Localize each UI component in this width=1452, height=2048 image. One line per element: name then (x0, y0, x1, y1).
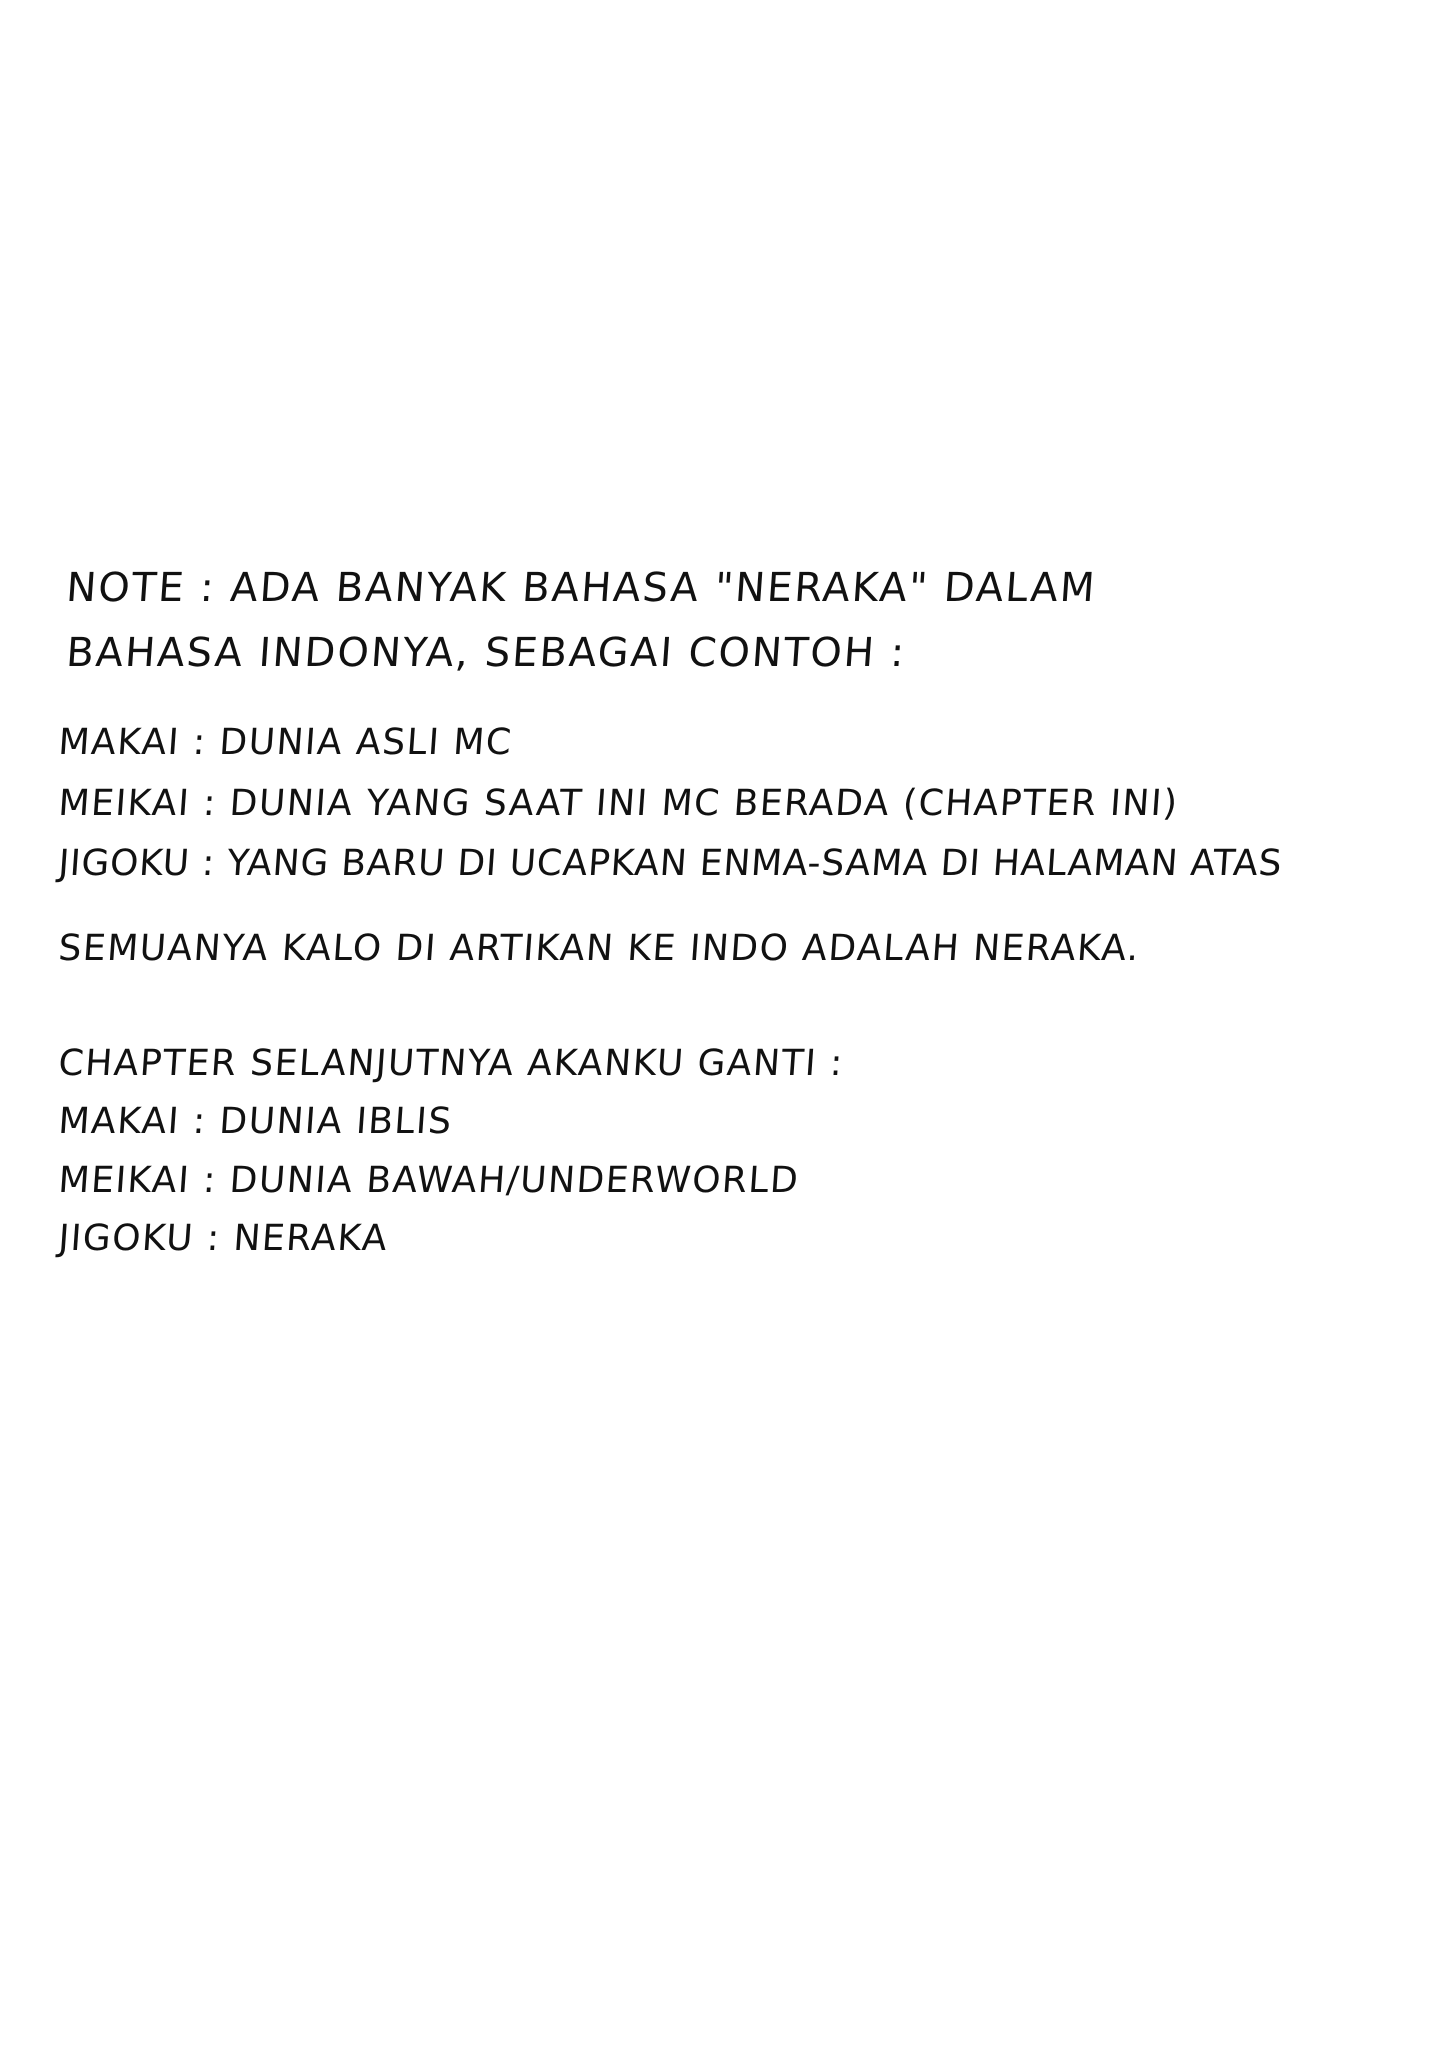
term-meikai: MEIKAI : DUNIA YANG SAAT INI MC BERADA (CHAPTER INI) (57, 783, 1180, 824)
term-makai: MAKAI : DUNIA ASLI MC (57, 722, 514, 763)
next-makai: MAKAI : DUNIA IBLIS (57, 1101, 454, 1142)
next-meikai: MEIKAI : DUNIA BAWAH/UNDERWORLD (57, 1160, 801, 1201)
note-line-1: NOTE : ADA BANYAK BAHASA "NERAKA" DALAM (64, 565, 1099, 611)
term-jigoku: JIGOKU : YANG BARU DI UCAPKAN ENMA-SAMA DI HALAMAN ATAS (57, 843, 1284, 884)
note-line-2: BAHASA INDONYA, SEBAGAI CONTOH : (64, 630, 908, 676)
next-jigoku: JIGOKU : NERAKA (57, 1218, 390, 1259)
summary-line: SEMUANYA KALO DI ARTIKAN KE INDO ADALAH NERAKA. (57, 928, 1142, 969)
next-chapter-heading: CHAPTER SELANJUTNYA AKANKU GANTI : (57, 1043, 846, 1084)
